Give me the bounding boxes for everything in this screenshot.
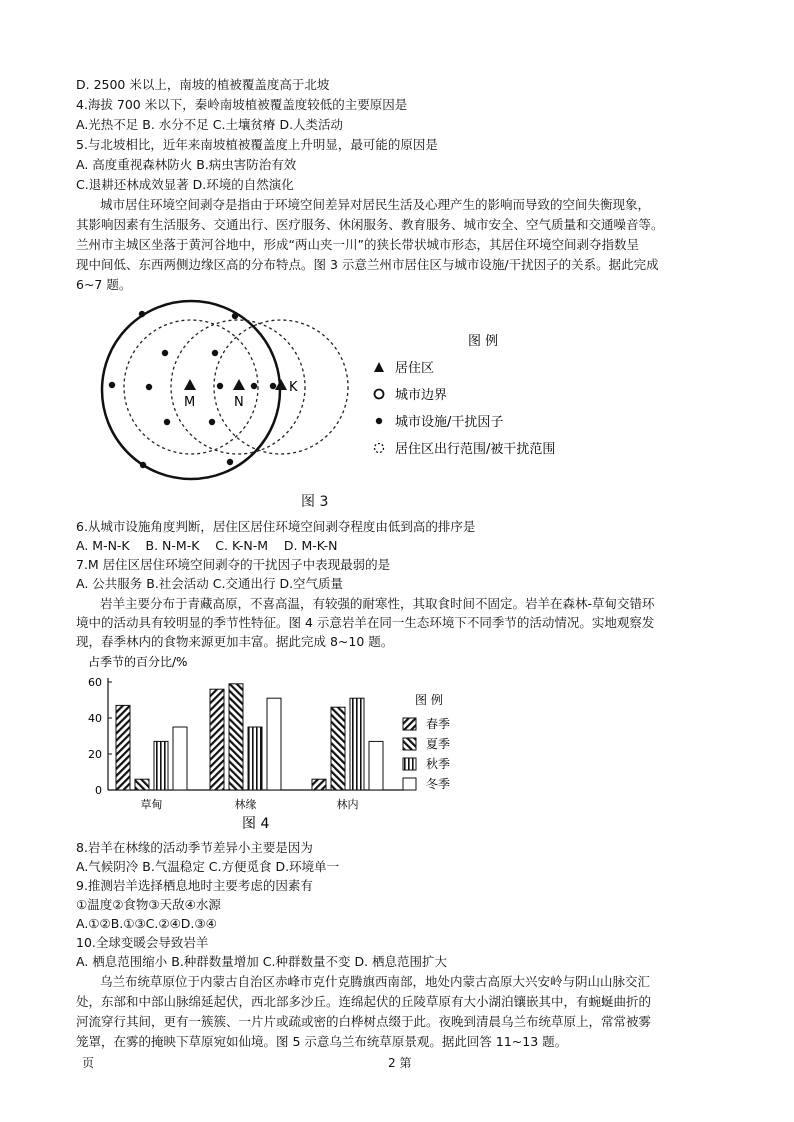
figure-4-legend — [400, 690, 520, 800]
legend-range: 居住区出行范围/被干扰范围 — [395, 442, 556, 457]
figure-3-caption: 图 3 — [301, 494, 329, 510]
bar-秋季-林内 — [350, 698, 364, 790]
question-8-stem: 8.岩羊在林缘的活动季节差异小主要是因为 — [76, 840, 313, 855]
legend-boundary-icon — [375, 390, 384, 399]
legend-residence-icon — [374, 362, 384, 372]
question-4-options: A.光热不足 B. 水分不足 C.土壤贫瘠 D.人类活动 — [76, 117, 344, 132]
question-10-options: A. 栖息范围缩小 B.种群数量增加 C.种群数量不变 D. 栖息范围扩大 — [76, 954, 448, 969]
legend-autumn-swatch — [403, 758, 416, 770]
label-n: N — [234, 395, 244, 410]
passage3-line: 乌兰布统草原位于内蒙古自治区赤峰市克什克腾旗西南部，地处内蒙古高原大兴安岭与阴山山脉交汇 — [100, 974, 651, 989]
legend-winter: 冬季 — [426, 777, 451, 791]
option-d-line: D. 2500 米以上，南坡的植被覆盖度高于北坡 — [76, 77, 330, 92]
footer-page-number: 2 第 — [388, 1056, 412, 1070]
passage3-line: 笼罩，在雾的掩映下草原宛如仙境。图 5 示意乌兰布统草原景观。据此回答 11~13 题。 — [76, 1034, 568, 1049]
y-tick-label: 40 — [88, 712, 102, 725]
bar-春季-林内 — [312, 779, 326, 790]
passage2-line: 现，春季林内的食物来源更加丰富。据此完成 8~10 题。 — [76, 634, 394, 649]
legend-spring: 春季 — [426, 717, 451, 731]
passage2-line: 境中的活动具有较明显的季节性特征。图 4 示意岩羊在同一生态环境下不同季节的活动情况。实地观察发 — [76, 615, 655, 630]
y-tick-label: 20 — [88, 748, 102, 761]
fig3-legend-title: 图 例 — [468, 334, 499, 349]
x-tick-label: 林内 — [336, 798, 359, 811]
legend-spring-swatch — [403, 718, 416, 730]
passage1-line: 现中间低、东西两侧边缘区高的分布特点。图 3 示意兰州市居住区与城市设施/干扰因子的关系。据此完成 — [76, 257, 659, 272]
bar-秋季-林缘 — [248, 727, 262, 790]
question-9-items: ①温度②食物③天敌④水源 — [76, 897, 221, 912]
passage1-line: 其影响因素有生活服务、交通出行、医疗服务、休闲服务、教育服务、城市安全、空气质量和交通噪音等。 — [76, 217, 664, 232]
passage3-line: 河流穿行其间，更有一簇簇、一片片或疏或密的白桦树点缀于此。夜晚到清晨乌兰布统草原上，常常被雾 — [76, 1014, 652, 1029]
question-10-stem: 10.全球变暖会导致岩羊 — [76, 935, 209, 950]
passage1-line: 兰州市主城区坐落于黄河谷地中，形成“两山夹一川”的狭长带状城市形态，其居住环境空间剥夺指数呈 — [76, 237, 639, 252]
figure-3-diagram — [80, 290, 600, 515]
bar-夏季-林内 — [331, 707, 345, 790]
question-5-options-2: C.退耕还林成效显著 D.环境的自然演化 — [76, 177, 294, 192]
legend-residence: 居住区 — [395, 361, 435, 376]
facility-dot — [232, 313, 238, 319]
bar-夏季-草甸 — [135, 779, 149, 790]
bar-冬季-草甸 — [173, 727, 187, 790]
bar-秋季-草甸 — [154, 741, 168, 790]
facility-dot — [140, 462, 146, 468]
x-tick-label: 草甸 — [140, 798, 163, 811]
legend-summer-swatch — [403, 738, 416, 750]
bar-春季-草甸 — [116, 705, 130, 790]
facility-dot — [251, 383, 257, 389]
legend-range-icon — [375, 444, 384, 453]
y-tick-label: 60 — [88, 676, 102, 689]
legend-summer: 夏季 — [426, 737, 451, 751]
passage2-line: 岩羊主要分布于青藏高原，不喜高温，有较强的耐寒性，其取食时间不固定。岩羊在森林-草甸交错环 — [100, 596, 655, 611]
question-9-options: A.①②B.①③C.②④D.③④ — [76, 916, 217, 931]
facility-dot — [109, 382, 115, 388]
label-m: M — [184, 395, 196, 410]
bar-春季-林缘 — [210, 689, 224, 790]
question-9-stem: 9.推测岩羊选择栖息地时主要考虑的因素有 — [76, 878, 313, 893]
legend-facility: 城市设施/干扰因子 — [395, 415, 504, 430]
bar-冬季-林内 — [369, 741, 383, 790]
figure-4-caption: 图 4 — [242, 816, 270, 832]
residence-n-marker — [233, 379, 245, 390]
question-6-stem: 6.从城市设施角度判断，居住区居住环境空间剥夺程度由低到高的排序是 — [76, 519, 476, 534]
question-7-options: A. 公共服务 B.社会活动 C.交通出行 D.空气质量 — [76, 576, 344, 591]
label-k: K — [289, 380, 298, 395]
question-7-stem: 7.M 居住区居住环境空间剥夺的干扰因子中表现最弱的是 — [76, 557, 391, 572]
passage1-line: 6~7 题。 — [76, 277, 132, 292]
residence-k-marker — [275, 379, 287, 390]
y-tick-label: 0 — [95, 784, 102, 797]
legend-facility-icon — [376, 418, 382, 424]
residence-m-marker — [184, 379, 196, 390]
legend-winter-swatch — [403, 778, 416, 790]
facility-dot — [217, 383, 223, 389]
passage1-line: 城市居住环境空间剥夺是指由于环境空间差异对居民生活及心理产生的影响而导致的空间失衡现象， — [100, 197, 651, 212]
question-8-options: A.气候阴冷 B.气温稳定 C.方便觅食 D.环境单一 — [76, 859, 340, 874]
question-4-stem: 4.海拔 700 米以下，秦岭南坡植被覆盖度较低的主要原因是 — [76, 97, 408, 112]
legend-boundary: 城市边界 — [395, 388, 448, 403]
legend-autumn: 秋季 — [426, 757, 451, 771]
bar-夏季-林缘 — [229, 684, 243, 790]
question-6-options: A. M-N-K B. N-M-K C. K-N-M D. M-K-N — [76, 538, 338, 553]
facility-dot — [212, 350, 218, 356]
facility-dot — [164, 419, 170, 425]
fig4-legend-title: 图 例 — [415, 693, 443, 707]
footer-left: 页 — [82, 1056, 95, 1070]
facility-dot — [139, 311, 145, 317]
question-5-stem: 5.与北坡相比，近年来南坡植被覆盖度上升明显，最可能的原因是 — [76, 137, 438, 152]
facility-dot — [209, 419, 215, 425]
y-axis-label: 占季节的百分比/% — [88, 655, 188, 669]
question-5-options-1: A. 高度重视森林防火 B.病虫害防治有效 — [76, 157, 297, 172]
facility-dot — [146, 384, 152, 390]
facility-dot — [270, 383, 276, 389]
facility-dot — [227, 459, 233, 465]
passage3-line: 处，东部和中部山脉绵延起伏，西北部多沙丘。连绵起伏的丘陵草原有大小湖泊镶嵌其中，有蜿蜒曲折的 — [76, 994, 652, 1009]
bar-冬季-林缘 — [267, 698, 281, 790]
x-tick-label: 林缘 — [234, 798, 257, 811]
facility-dot — [162, 350, 168, 356]
